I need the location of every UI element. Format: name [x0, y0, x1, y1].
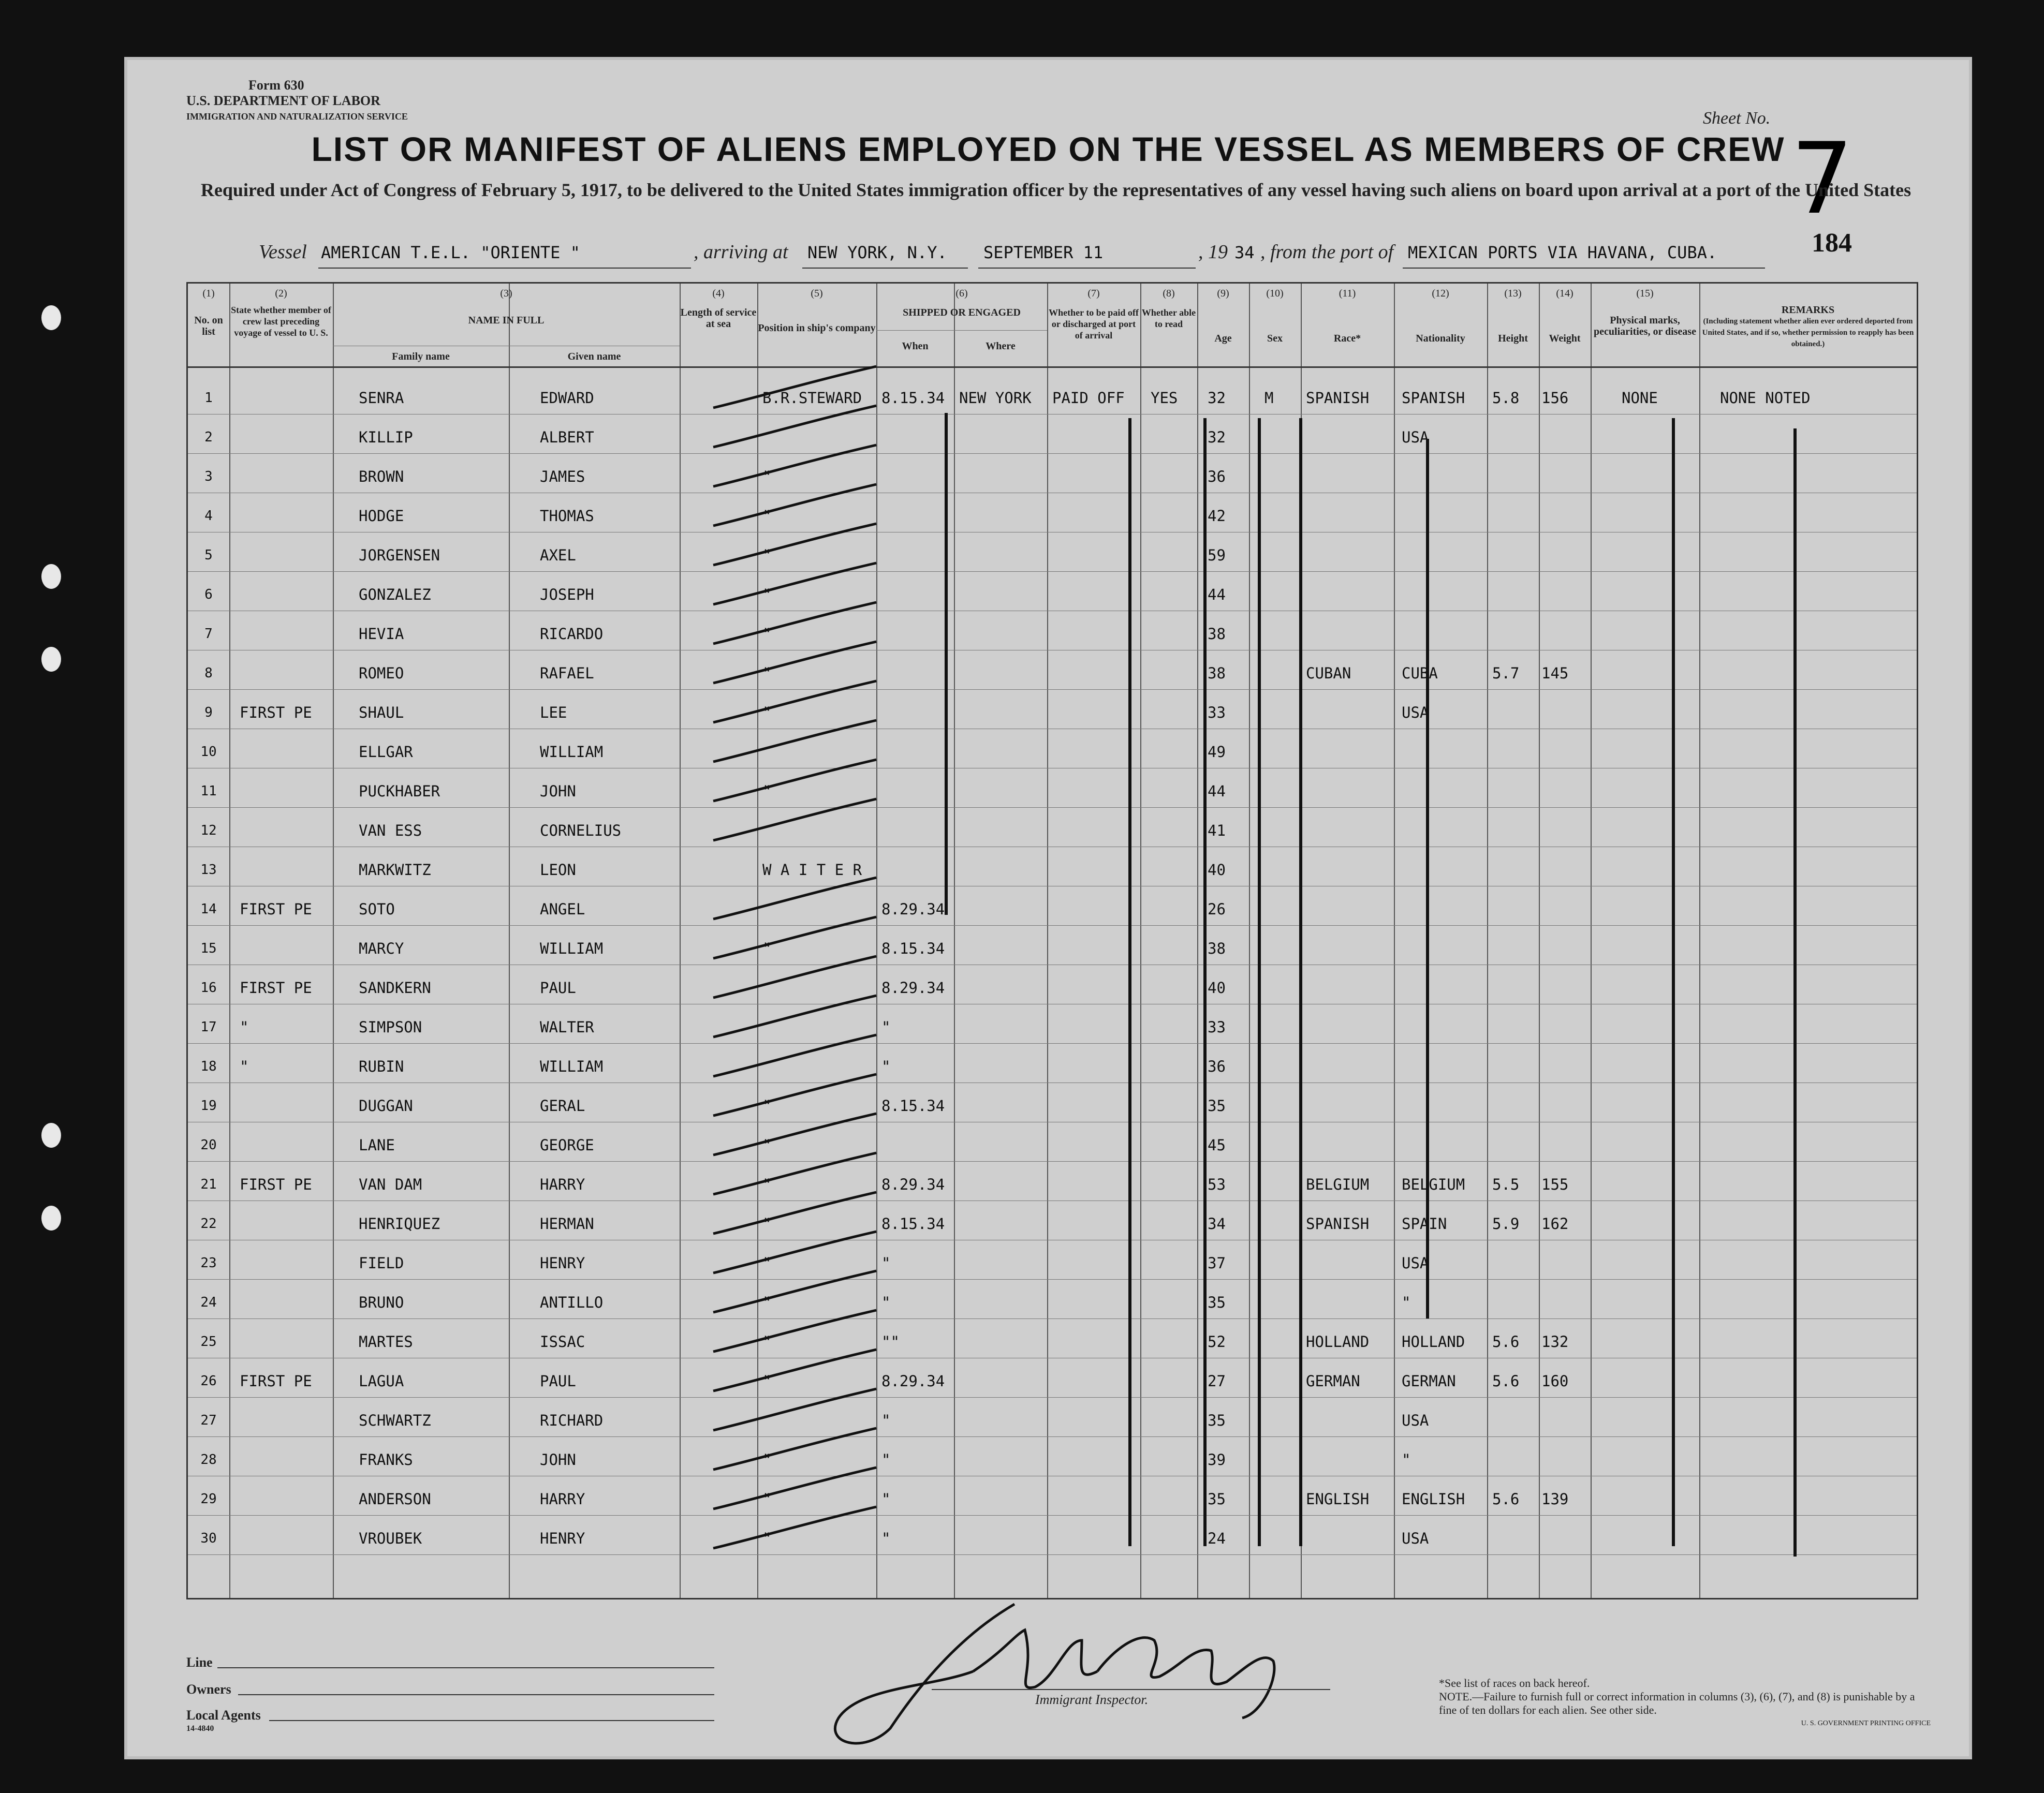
previous-voyage: FIRST PE — [240, 979, 312, 997]
binder-hole — [41, 1206, 61, 1231]
previous-voyage: " — [240, 1018, 249, 1036]
position: " — [762, 1490, 772, 1508]
position: " — [762, 1333, 772, 1351]
given-name: LEE — [540, 704, 567, 721]
family-name: ROMEO — [359, 664, 404, 682]
shipped-when: 8.15.34 — [881, 389, 945, 407]
height: 5.6 — [1492, 1372, 1520, 1390]
family-name: SCHWARTZ — [359, 1412, 431, 1429]
able-to-read: YES — [1151, 389, 1178, 407]
column-number: (9) — [1217, 288, 1229, 299]
position: " — [762, 1372, 772, 1390]
row-number: 15 — [200, 941, 217, 956]
family-name: GONZALEZ — [359, 586, 431, 603]
position: " — [762, 507, 772, 525]
row-number: 4 — [204, 508, 213, 524]
year-prefix: , 19 — [1198, 241, 1228, 263]
given-name: PAUL — [540, 1372, 576, 1390]
age: 36 — [1208, 1058, 1226, 1075]
given-name: LEON — [540, 861, 576, 879]
row-number: 10 — [200, 744, 217, 760]
row-number: 19 — [200, 1098, 217, 1114]
height: 5.5 — [1492, 1176, 1520, 1193]
family-name: DUGGAN — [359, 1097, 413, 1115]
given-name: EDWARD — [540, 389, 594, 407]
row-number: 30 — [200, 1531, 217, 1546]
family-name: LANE — [359, 1136, 395, 1154]
age: 41 — [1208, 822, 1226, 839]
header-height: Height — [1498, 333, 1528, 344]
nationality: USA — [1402, 704, 1429, 721]
nationality: SPAIN — [1402, 1215, 1447, 1233]
agents-label: Local Agents — [186, 1708, 261, 1723]
family-name: HEVIA — [359, 625, 404, 643]
age: 49 — [1208, 743, 1226, 761]
department: U.S. DEPARTMENT OF LABOR — [186, 93, 380, 108]
row-number: 6 — [204, 587, 213, 602]
row-number: 14 — [200, 901, 217, 917]
sequence-number: 184 — [1812, 228, 1852, 258]
family-name: ANDERSON — [359, 1490, 431, 1508]
height: 5.6 — [1492, 1490, 1520, 1508]
family-name: FRANKS — [359, 1451, 413, 1469]
sheet-number-label: Sheet No. — [1703, 109, 1771, 128]
row-number: 13 — [200, 862, 217, 878]
weight: 145 — [1541, 664, 1569, 682]
nationality: USA — [1402, 1254, 1429, 1272]
line-label: Line — [186, 1655, 213, 1670]
given-name: ANTILLO — [540, 1294, 604, 1311]
header-where: Where — [986, 340, 1016, 352]
position: " — [762, 664, 772, 682]
age: 35 — [1208, 1097, 1226, 1115]
family-name: MARKWITZ — [359, 861, 431, 879]
row-number: 16 — [200, 980, 217, 996]
column-number: (10) — [1266, 288, 1284, 299]
previous-voyage: " — [240, 1058, 249, 1075]
family-name: SANDKERN — [359, 979, 431, 997]
age: 33 — [1208, 1018, 1226, 1036]
shipped-when: " — [881, 1294, 891, 1311]
nationality: USA — [1402, 1412, 1429, 1429]
printer-line: U. S. GOVERNMENT PRINTING OFFICE — [1801, 1720, 1931, 1727]
service: IMMIGRATION AND NATURALIZATION SERVICE — [186, 111, 408, 122]
given-name: RICHARD — [540, 1412, 604, 1429]
race: GERMAN — [1306, 1372, 1360, 1390]
race: BELGIUM — [1306, 1176, 1370, 1193]
races-note: *See list of races on back hereof. — [1439, 1677, 1590, 1690]
footnote — [1439, 1677, 1931, 1730]
row-number: 8 — [204, 665, 213, 681]
given-name: ISSAC — [540, 1333, 585, 1351]
given-name: JAMES — [540, 468, 585, 485]
position: " — [762, 1097, 772, 1115]
vessel-label: Vessel — [259, 241, 307, 263]
position: " — [762, 1215, 772, 1233]
sheet-number: 7 — [1791, 122, 1854, 236]
age: 35 — [1208, 1294, 1226, 1311]
age: 59 — [1208, 546, 1226, 564]
given-name: HERMAN — [540, 1215, 594, 1233]
family-name: HENRIQUEZ — [359, 1215, 440, 1233]
family-name: SENRA — [359, 389, 404, 407]
shipped-when: " — [881, 1530, 891, 1547]
race: ENGLISH — [1306, 1490, 1370, 1508]
shipped-when: 8.29.34 — [881, 1176, 945, 1193]
row-number: 5 — [204, 547, 213, 563]
age: 24 — [1208, 1530, 1226, 1547]
given-name: JOSEPH — [540, 586, 594, 603]
header-length-of-service: Length of service at sea — [680, 307, 757, 330]
given-name: RICARDO — [540, 625, 604, 643]
binder-hole — [41, 305, 61, 330]
position: " — [762, 586, 772, 603]
position: " — [762, 1254, 772, 1272]
page-title: LIST OR MANIFEST OF ALIENS EMPLOYED ON THE VESSEL AS MEMBERS OF CREW — [311, 130, 1785, 168]
given-name: WALTER — [540, 1018, 594, 1036]
age: 35 — [1208, 1490, 1226, 1508]
age: 45 — [1208, 1136, 1226, 1154]
column-number: (5) — [811, 288, 823, 299]
binder-hole — [41, 564, 61, 589]
vessel-name: AMERICAN T.E.L. "ORIENTE " — [321, 243, 580, 262]
height: 5.9 — [1492, 1215, 1520, 1233]
row-number: 12 — [200, 823, 217, 838]
age: 52 — [1208, 1333, 1226, 1351]
shipped-when: " — [881, 1018, 891, 1036]
family-name: BRUNO — [359, 1294, 404, 1311]
shipped-when: " — [881, 1058, 891, 1075]
position: " — [762, 940, 772, 957]
nationality: ENGLISH — [1402, 1490, 1465, 1508]
previous-voyage: FIRST PE — [240, 900, 312, 918]
sex: M — [1264, 389, 1274, 407]
header-name-in-full: NAME IN FULL — [468, 315, 545, 326]
shipped-when: 8.15.34 — [881, 940, 945, 957]
header-paid-off: Whether to be paid off or discharged at port of arrival — [1049, 307, 1139, 340]
column-number: (6) — [955, 288, 968, 299]
header-remarks-note: (Including statement whether alien ever ordered deported from United States, and if so, whether permission to reapply has been obtained.) — [1702, 317, 1914, 348]
row-number: 28 — [200, 1452, 217, 1468]
header-position: Position in ship's company — [758, 322, 876, 334]
previous-voyage: FIRST PE — [240, 1372, 312, 1390]
age: 36 — [1208, 468, 1226, 485]
age: 44 — [1208, 586, 1226, 603]
form-number: Form 630 — [248, 78, 304, 93]
shipped-when: " — [881, 1412, 891, 1429]
age: 26 — [1208, 900, 1226, 918]
column-number: (14) — [1556, 288, 1574, 299]
age: 53 — [1208, 1176, 1226, 1193]
shipped-where: NEW YORK — [959, 389, 1032, 407]
race: HOLLAND — [1306, 1333, 1370, 1351]
header-able-to-read: Whether able to read — [1141, 307, 1196, 329]
column-number: (12) — [1432, 288, 1449, 299]
row-number: 23 — [200, 1255, 217, 1271]
age: 27 — [1208, 1372, 1226, 1390]
row-number: 18 — [200, 1059, 217, 1074]
given-name: HARRY — [540, 1490, 585, 1508]
age: 40 — [1208, 861, 1226, 879]
manifest-sheet — [124, 57, 1972, 1759]
row-number: 11 — [200, 783, 217, 799]
given-name: WILLIAM — [540, 1058, 604, 1075]
nationality: USA — [1402, 428, 1429, 446]
column-number: (4) — [712, 288, 725, 299]
binder-hole — [41, 1123, 61, 1148]
header-given-name: Given name — [567, 351, 621, 362]
family-name: BROWN — [359, 468, 404, 485]
header-when: When — [902, 340, 929, 352]
given-name: RAFAEL — [540, 664, 594, 682]
position: " — [762, 1136, 772, 1154]
shipped-when: 8.15.34 — [881, 1215, 945, 1233]
age: 37 — [1208, 1254, 1226, 1272]
nationality: USA — [1402, 1530, 1429, 1547]
family-name: SOTO — [359, 900, 395, 918]
inspector-signature — [124, 57, 1972, 1759]
page-subtitle: Required under Act of Congress of February 5, 1917, to be delivered to the United States immigration officer by the representatives of any vessel having such aliens on board upon arrival at a port of the United States — [200, 180, 1911, 200]
age: 32 — [1208, 428, 1226, 446]
shipped-when: " — [881, 1451, 891, 1469]
column-number: (2) — [275, 288, 287, 299]
row-number: 27 — [200, 1413, 217, 1428]
family-name: LAGUA — [359, 1372, 404, 1390]
shipped-when: 8.29.34 — [881, 1372, 945, 1390]
header-no-on-list: No. on list — [194, 315, 223, 337]
age: 44 — [1208, 782, 1226, 800]
nationality: SPANISH — [1402, 389, 1465, 407]
given-name: ALBERT — [540, 428, 594, 446]
given-name: GEORGE — [540, 1136, 594, 1154]
arriving-label: , arriving at — [694, 241, 788, 263]
family-name: JORGENSEN — [359, 546, 440, 564]
nationality: GERMAN — [1402, 1372, 1456, 1390]
row-number: 3 — [204, 469, 213, 484]
height: 5.8 — [1492, 389, 1520, 407]
row-number: 22 — [200, 1216, 217, 1232]
given-name: WILLIAM — [540, 940, 604, 957]
position: " — [762, 625, 772, 643]
nationality: CUBA — [1402, 664, 1438, 682]
shipped-when: 8.15.34 — [881, 1097, 945, 1115]
weight: 160 — [1541, 1372, 1569, 1390]
given-name: GERAL — [540, 1097, 585, 1115]
weight: 155 — [1541, 1176, 1569, 1193]
age: 39 — [1208, 1451, 1226, 1469]
given-name: THOMAS — [540, 507, 594, 525]
header-previous-voyage: State whether member of crew last preceding voyage of vessel to U. S. — [231, 305, 331, 338]
column-number: (3) — [500, 288, 512, 299]
row-number: 29 — [200, 1491, 217, 1507]
row-number: 2 — [204, 429, 213, 445]
row-number: 26 — [200, 1373, 217, 1389]
age: 38 — [1208, 664, 1226, 682]
arrival-port: NEW YORK, N.Y. — [807, 243, 947, 262]
column-number: (1) — [202, 288, 215, 299]
family-name: PUCKHABER — [359, 782, 440, 800]
row-number: 17 — [200, 1019, 217, 1035]
position: " — [762, 704, 772, 721]
age: 42 — [1208, 507, 1226, 525]
position: B.R.STEWARD — [762, 389, 862, 407]
position: " — [762, 546, 772, 564]
given-name: WILLIAM — [540, 743, 604, 761]
family-name: KILLIP — [359, 428, 413, 446]
age: 34 — [1208, 1215, 1226, 1233]
row-number: 25 — [200, 1334, 217, 1350]
header-shipped-engaged: SHIPPED OR ENGAGED — [903, 307, 1021, 318]
row-number: 20 — [200, 1137, 217, 1153]
shipped-when: 8.29.34 — [881, 900, 945, 918]
remarks: NONE NOTED — [1720, 389, 1811, 407]
column-number: (13) — [1504, 288, 1522, 299]
header-remarks: REMARKS — [1781, 304, 1835, 316]
column-number: (15) — [1636, 288, 1654, 299]
nationality: " — [1402, 1294, 1411, 1311]
age: 40 — [1208, 979, 1226, 997]
column-number: (8) — [1163, 288, 1175, 299]
weight: 156 — [1541, 389, 1569, 407]
family-name: HODGE — [359, 507, 404, 525]
age: 38 — [1208, 625, 1226, 643]
given-name: AXEL — [540, 546, 576, 564]
weight: 139 — [1541, 1490, 1569, 1508]
family-name: MARCY — [359, 940, 404, 957]
shipped-when: 8.29.34 — [881, 979, 945, 997]
weight: 132 — [1541, 1333, 1569, 1351]
family-name: MARTES — [359, 1333, 413, 1351]
arrival-date: SEPTEMBER 11 — [983, 243, 1104, 262]
shipped-when: "" — [881, 1333, 900, 1351]
family-name: VAN ESS — [359, 822, 422, 839]
header-race: Race* — [1333, 333, 1361, 344]
given-name: HENRY — [540, 1530, 585, 1547]
row-number: 1 — [204, 390, 213, 406]
position: " — [762, 1530, 772, 1547]
from-port: MEXICAN PORTS VIA HAVANA, CUBA. — [1408, 243, 1717, 262]
column-number: (7) — [1087, 288, 1100, 299]
row-number: 9 — [204, 705, 213, 720]
age: 33 — [1208, 704, 1226, 721]
family-name: FIELD — [359, 1254, 404, 1272]
position: " — [762, 1451, 772, 1469]
given-name: JOHN — [540, 1451, 576, 1469]
family-name: VAN DAM — [359, 1176, 422, 1193]
previous-voyage: FIRST PE — [240, 1176, 312, 1193]
race: CUBAN — [1306, 664, 1351, 682]
position: " — [762, 1294, 772, 1311]
position: " — [762, 1176, 772, 1193]
header-nationality: Nationality — [1416, 333, 1465, 344]
nationality: " — [1402, 1451, 1411, 1469]
paid-off: PAID OFF — [1052, 389, 1125, 407]
shipped-when: " — [881, 1254, 891, 1272]
given-name: CORNELIUS — [540, 822, 622, 839]
given-name: HENRY — [540, 1254, 585, 1272]
nationality: HOLLAND — [1402, 1333, 1465, 1351]
given-name: HARRY — [540, 1176, 585, 1193]
race: SPANISH — [1306, 389, 1370, 407]
from-label: , from the port of — [1260, 241, 1394, 263]
height: 5.7 — [1492, 664, 1520, 682]
previous-voyage: FIRST PE — [240, 704, 312, 721]
family-name: SHAUL — [359, 704, 404, 721]
arrival-year: 34 — [1234, 243, 1255, 262]
position: " — [762, 782, 772, 800]
binder-hole — [41, 647, 61, 672]
height: 5.6 — [1492, 1333, 1520, 1351]
weight: 162 — [1541, 1215, 1569, 1233]
header-sex: Sex — [1267, 333, 1283, 344]
shipped-when: " — [881, 1490, 891, 1508]
age: 32 — [1208, 389, 1226, 407]
row-number: 24 — [200, 1295, 217, 1310]
family-name: RUBIN — [359, 1058, 404, 1075]
position: W A I T E R — [762, 861, 862, 879]
family-name: VROUBEK — [359, 1530, 422, 1547]
header-physical-marks: Physical marks, peculiarities, or disease — [1594, 315, 1696, 337]
race: SPANISH — [1306, 1215, 1370, 1233]
penalty-note: NOTE.—Failure to furnish full or correct information in columns (3), (6), (7), and (8) is punishable by a fine of ten dollars for each alien. See other side. — [1439, 1690, 1915, 1716]
family-name: SIMPSON — [359, 1018, 422, 1036]
given-name: ANGEL — [540, 900, 585, 918]
physical-marks: NONE — [1622, 389, 1658, 407]
column-number: (11) — [1339, 288, 1356, 299]
age: 38 — [1208, 940, 1226, 957]
row-number: 21 — [200, 1177, 217, 1192]
form-code: 14-4840 — [186, 1724, 214, 1733]
inspector-label: Immigrant Inspector. — [1035, 1692, 1149, 1707]
row-number: 7 — [204, 626, 213, 642]
age: 35 — [1208, 1412, 1226, 1429]
owners-label: Owners — [186, 1682, 231, 1697]
position: " — [762, 468, 772, 485]
given-name: JOHN — [540, 782, 576, 800]
family-name: ELLGAR — [359, 743, 413, 761]
given-name: PAUL — [540, 979, 576, 997]
header-family-name: Family name — [392, 351, 450, 362]
nationality: BELGIUM — [1402, 1176, 1465, 1193]
header-weight: Weight — [1549, 333, 1581, 344]
header-age: Age — [1214, 333, 1232, 344]
